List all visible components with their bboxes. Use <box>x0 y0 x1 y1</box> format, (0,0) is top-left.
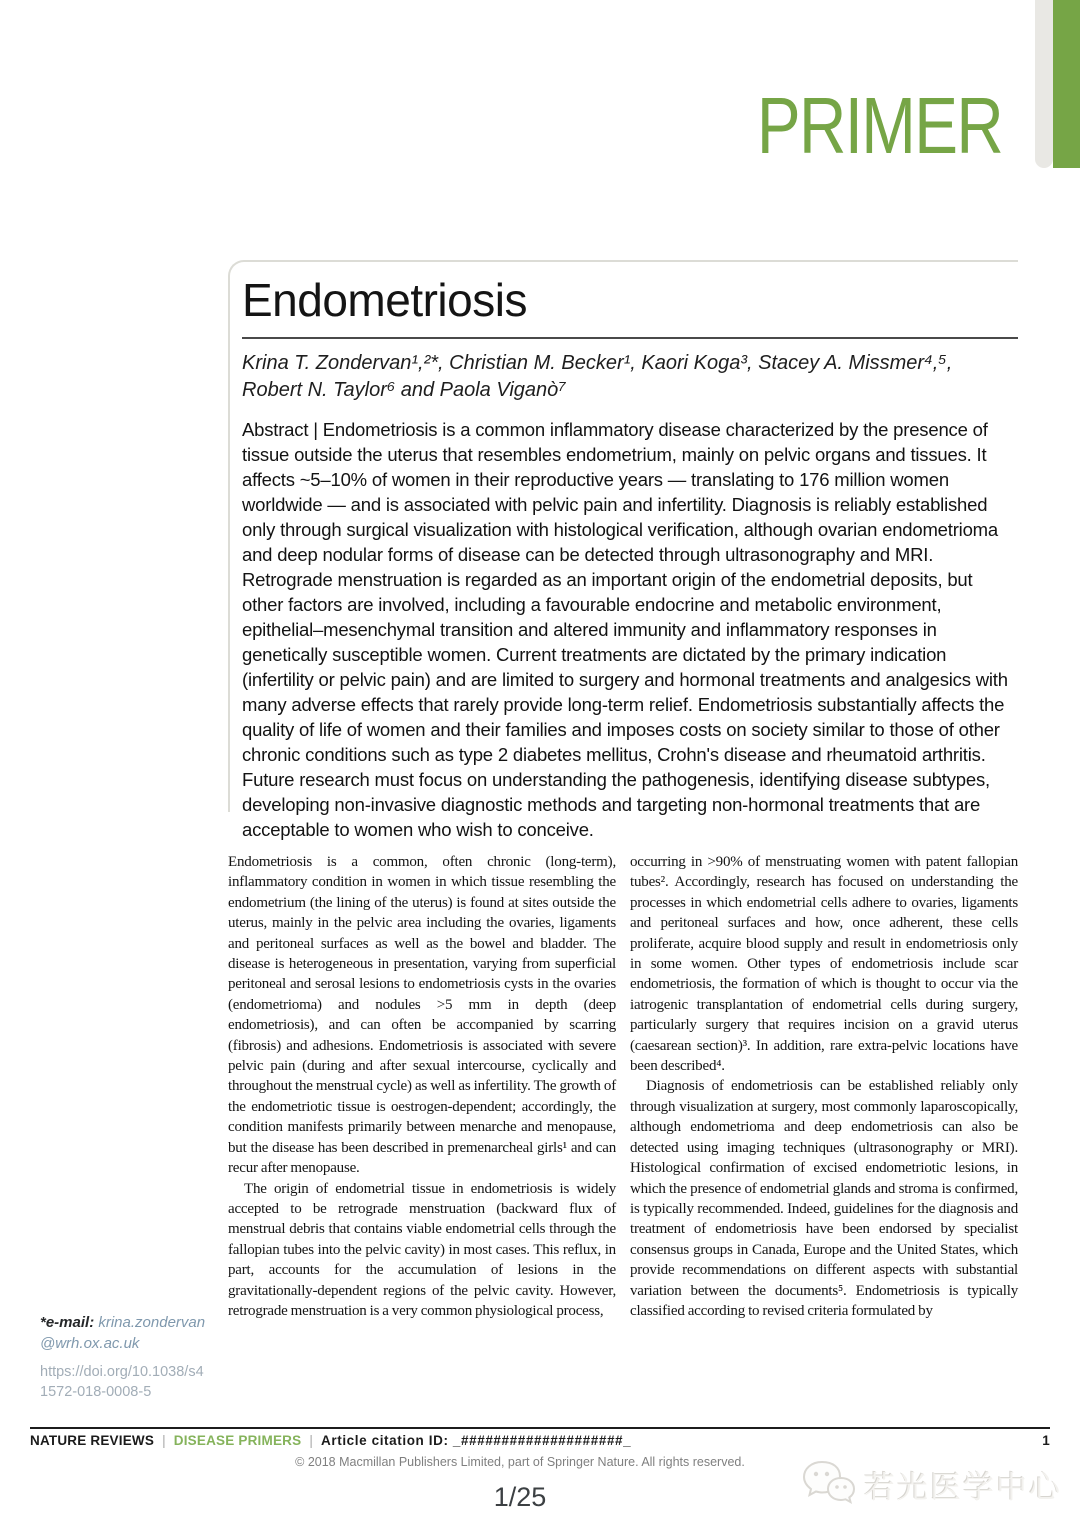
footer-running-line <box>30 1433 1050 1448</box>
primer-banner-label: PRIMER <box>756 81 1002 170</box>
body-paragraph: occurring in >90% of menstruating women with patent fallopian tubes². Accordingly, research has focused on understanding the processes in which endometrial cells adhere to ovaries, ligaments and peritoneal surfaces and how, once adherent, these cells proliferate, acquire blood supply and result in endometriosis only in some women. Other types of endometriosis include scar endometriosis, the formation of which is thought to occur via the iatrogenic transplantation of endometrial cells during surgery, particularly surgery that requires incision on a gravid uterus (caesarean section)³. In addition, rare extra-pelvic locations have been described⁴. <box>630 854 1018 1075</box>
banner-gray-stripe <box>1035 0 1053 168</box>
page-number: 1 <box>1042 1433 1050 1448</box>
body-paragraph: Diagnosis of endometriosis can be established reliably only through visualization at surgery, most commonly laparoscopically, although endometrioma and deep endometriosis can also be detected using imaging techniques (ultrasonography or MRI). Histological confirmation of excised endometriotic lesions, in which the presence of endometrial glands and stroma is confirmed, is typically recommended. Indeed, guidelines for the diagnosis and treatment of endometriosis have been endorsed by specialist consensus groups in Canada, Europe and the United States, which provide recommendations on different aspects with substantial variation between the documents⁵. Endometriosis is typically classified according to revised criteria formulated by <box>630 1078 1018 1319</box>
footer-separator: | <box>309 1433 314 1448</box>
footer-divider <box>30 1427 1050 1429</box>
banner-green-bar <box>1053 0 1080 168</box>
abstract-text: Abstract | Endometriosis is a common inflammatory disease characterized by the presence of tissue outside the uterus that resembles endometrium, mainly on pelvic organs and tissues. It affects ~5–10% of women in their reproductive years — translating to 176 million women worldwide — and is associated with pelvic pain and infertility. Diagnosis is reliably established only through surgical visualization with histological verification, although ovarian endometrioma and deep nodular forms of disease can be detected through ultrasonography and MRI. Retrograde menstruation is regarded as an important origin of the endometrial deposits, but other factors are involved, including a favourable endocrine and metabolic environment, epithelial–mesenchymal transition and altered immunity and inflammatory responses in genetically susceptible women. Current treatments are dictated by the primary indication (infertility or pelvic pain) and are limited to surgery and hormonal treatments and analgesics with many adverse effects that rarely provide long-term relief. Endometriosis substantially affects the quality of life of women and their families and imposes costs on society similar to those of other chronic conditions such as type 2 diabetes mellitus, Crohn's disease and rheumatoid arthritis. Future research must focus on understanding the pathogenesis, identifying disease subtypes, developing non-invasive diagnostic methods and targeting non-hormonal treatments that are acceptable to women who wish to conceive. <box>242 418 1008 840</box>
email-label: *e-mail: <box>40 1314 95 1331</box>
title-divider <box>242 337 1018 339</box>
citation-id: Article citation ID: _####################_ <box>321 1433 632 1448</box>
body-paragraph: The origin of endometrial tissue in endometriosis is widely accepted to be retrograde menstruation (backward flux of menstrual debris that contains viable endometrial cells through the fallopian tubes into the pelvic cavity) in most cases. This reflux, in part, accounts for the accumulation of lesions in the gravitationally-dependent regions of the pelvic cavity. However, retrograde menstruation is a very common physiological process, <box>228 1180 616 1319</box>
viewer-page-indicator: 1/25 <box>493 1482 547 1512</box>
article-head-card <box>228 260 1018 840</box>
author-line-2: Robert N. Taylor⁶ and Paola Viganò⁷ <box>242 378 566 401</box>
article-body <box>228 852 1018 1321</box>
author-line-1: Krina T. Zondervan¹,²*, Christian M. Becker¹, Kaori Koga³, Stacey A. Missmer⁴,⁵, <box>242 351 953 374</box>
journal-section: DISEASE PRIMERS <box>173 1433 302 1448</box>
body-column-right <box>630 852 1018 1321</box>
email-line <box>40 1312 210 1354</box>
journal-name: NATURE REVIEWS <box>30 1433 155 1448</box>
body-paragraph: Endometriosis is a common, often chronic (long-term), inflammatory condition in women in which tissue resembling the endometrium (the lining of the uterus) is found at sites outside the uterus, mainly in the pelvic area including the ovaries, ligaments and peritoneal surfaces as well as the bowel and bladder. The disease is heterogeneous in presentation, varying from superficial peritoneal and serosal lesions to endometriosis cysts in the ovaries (endometrioma) and nodules >5 mm in depth (deep endometriosis), and can often be accompanied by scarring (fibrosis) and adhesions. Endometriosis is associated with severe pelvic pain (during and after sexual intercourse, cyclically and throughout the menstrual cycle) as well as infertility. The growth of the endometriotic tissue is oestrogen-dependent; accordingly, the condition manifests primarily between menarche and menopause, but the disease has been described in premenarcheal girls¹ and can recur after menopause. <box>228 854 616 1177</box>
email-link[interactable]: krina.zondervan@wrh.ox.ac.uk <box>40 1314 206 1352</box>
margin-note <box>40 1312 210 1402</box>
page-title: Endometriosis <box>242 274 527 326</box>
watermark-text: 若光医学中心 <box>864 1470 1062 1505</box>
author-list <box>242 350 1018 404</box>
body-column-left <box>228 852 616 1321</box>
footer-separator: | <box>162 1433 166 1448</box>
copyright-notice: © 2018 Macmillan Publishers Limited, part of Springer Nature. All rights reserved. <box>295 1455 745 1469</box>
doi-link[interactable]: https://doi.org/10.1038/s41572-018-0008-5 <box>40 1364 204 1400</box>
